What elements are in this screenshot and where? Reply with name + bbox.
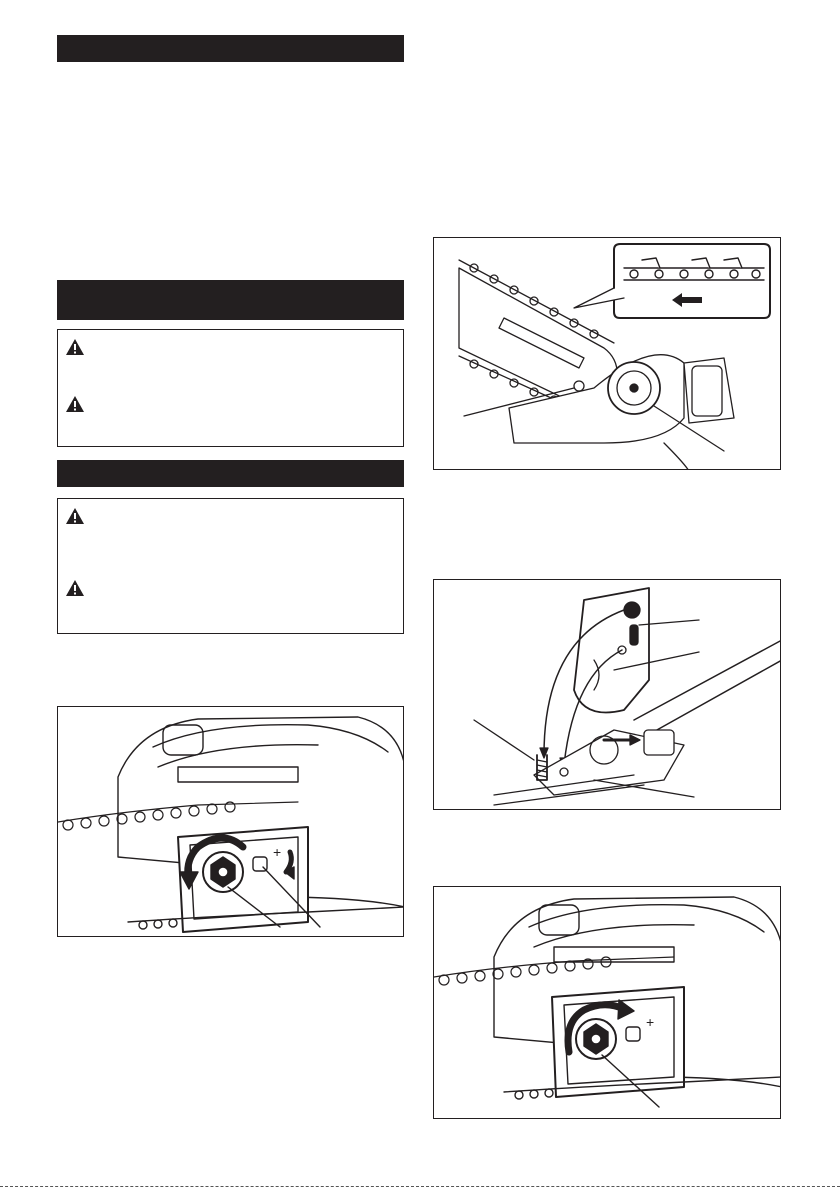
- figure-chain-direction: [433, 237, 781, 470]
- warning-triangle-icon: [65, 338, 85, 356]
- section-heading-bar-1: [57, 35, 404, 62]
- warning-triangle-icon: [65, 395, 85, 413]
- warning-box-2: [57, 498, 404, 634]
- page-bottom-rule: [0, 1186, 840, 1187]
- svg-text:+: +: [273, 844, 282, 860]
- section-heading-bar-2: [57, 280, 404, 320]
- figure-sprocket-cover-install: [433, 579, 781, 810]
- figure-chain-tension-tighten: [433, 886, 781, 1119]
- figure-chain-tension-adjuster: [57, 706, 404, 937]
- warning-triangle-icon: [65, 579, 85, 597]
- warning-box-1: [57, 329, 404, 447]
- svg-text:+: +: [646, 1014, 655, 1030]
- section-heading-bar-3: [57, 460, 404, 487]
- warning-triangle-icon: [65, 507, 85, 525]
